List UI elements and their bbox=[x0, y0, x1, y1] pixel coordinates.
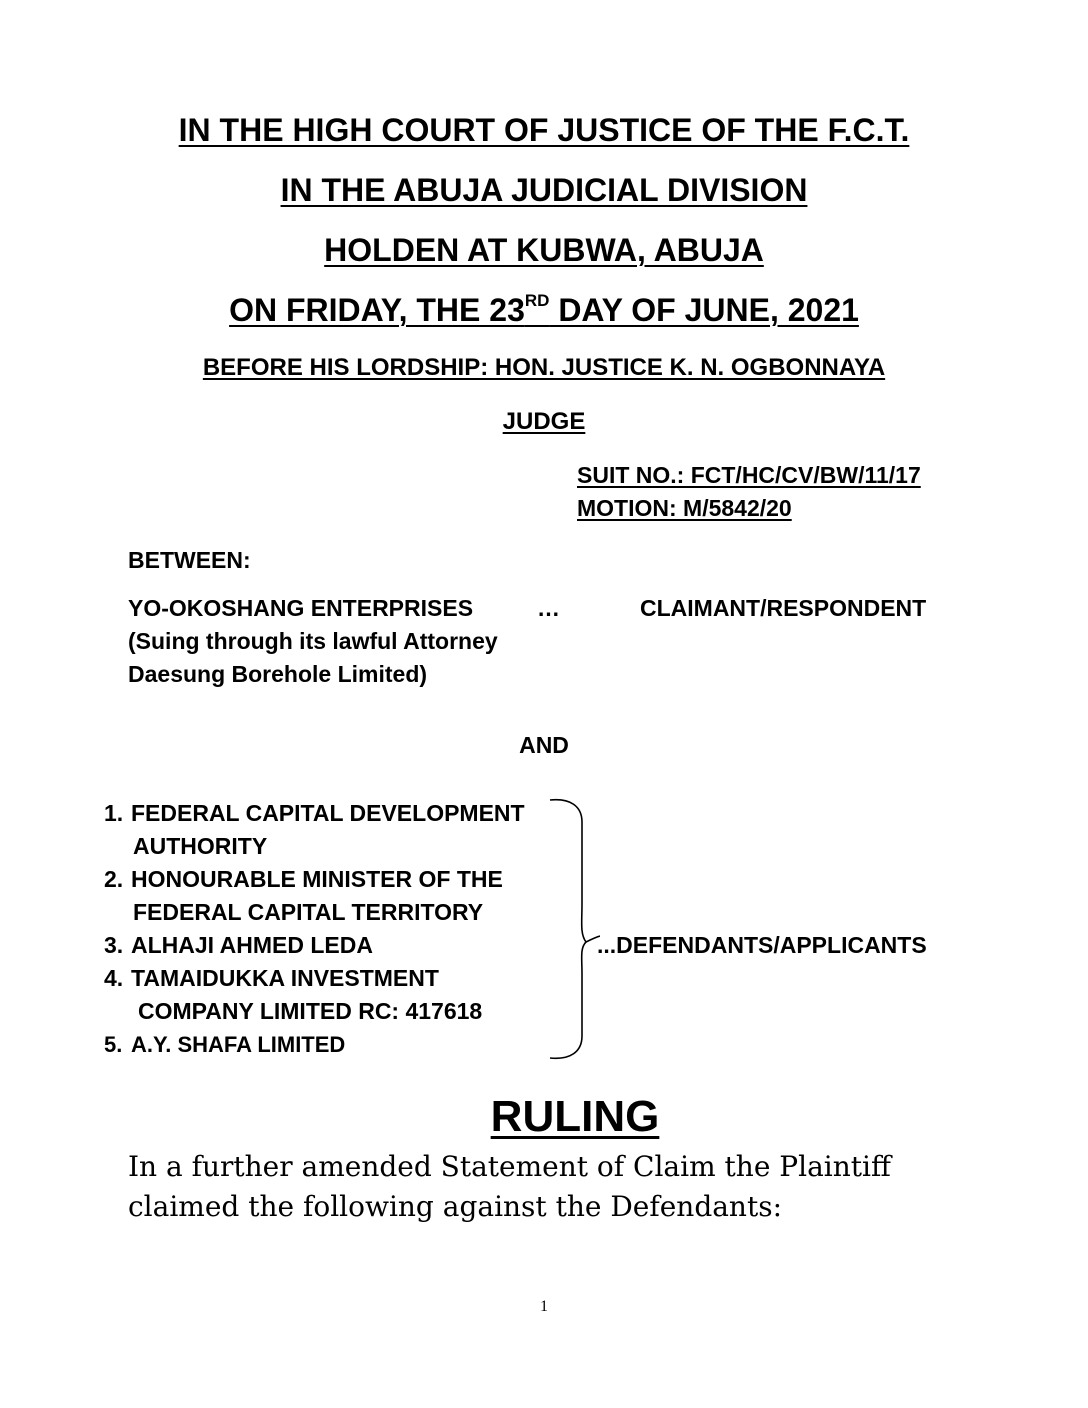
judge-label: JUDGE bbox=[502, 408, 586, 435]
defendant-3-num: 3. bbox=[104, 932, 124, 958]
court-title: IN THE HIGH COURT OF JUSTICE OF THE F.C.T. bbox=[178, 112, 910, 148]
claimant-name: YO-OKOSHANG ENTERPRISES bbox=[128, 595, 474, 621]
date-title bbox=[0, 292, 1088, 329]
claimant-role: CLAIMANT/RESPONDENT bbox=[640, 595, 927, 621]
defendant-1-line1: FEDERAL CAPITAL DEVELOPMENT bbox=[131, 800, 525, 826]
defendants-brace bbox=[540, 796, 600, 1066]
defendant-2-line1: HONOURABLE MINISTER OF THE bbox=[131, 866, 503, 892]
defendant-2-num: 2. bbox=[104, 866, 124, 892]
date-prefix: ON FRIDAY, THE 23 bbox=[229, 292, 525, 328]
date-ordinal: RD bbox=[524, 291, 550, 310]
defendant-4-num: 4. bbox=[104, 965, 124, 991]
claimant-attorney-name: Daesung Borehole Limited) bbox=[128, 661, 428, 687]
division-title: IN THE ABUJA JUDICIAL DIVISION bbox=[280, 172, 808, 208]
defendant-4-line1: TAMAIDUKKA INVESTMENT bbox=[131, 965, 439, 991]
claimant-ellipsis: … bbox=[537, 595, 560, 621]
defendant-2-line2: FEDERAL CAPITAL TERRITORY bbox=[133, 899, 484, 925]
defendant-5-num: 5. bbox=[104, 1032, 123, 1057]
motion-number: MOTION: M/5842/20 bbox=[577, 495, 792, 521]
between-label: BETWEEN: bbox=[128, 547, 251, 573]
and-label: AND bbox=[519, 732, 569, 758]
defendant-4-line2: COMPANY LIMITED RC: 417618 bbox=[138, 998, 483, 1024]
defendants-role: ...DEFENDANTS/APPLICANTS bbox=[597, 932, 927, 958]
defendant-3-line1: ALHAJI AHMED LEDA bbox=[131, 932, 373, 958]
claimant-attorney-line: (Suing through its lawful Attorney bbox=[128, 628, 498, 654]
defendant-1-num: 1. bbox=[104, 800, 124, 826]
ruling-title: RULING bbox=[490, 1092, 660, 1141]
ruling-text-line1: In a further amended Statement of Claim the Plaintiff bbox=[128, 1150, 891, 1183]
ruling-text-line2: claimed the following against the Defendants: bbox=[128, 1190, 783, 1223]
holden-title: HOLDEN AT KUBWA, ABUJA bbox=[324, 232, 764, 268]
defendant-5-line1: A.Y. SHAFA LIMITED bbox=[131, 1032, 346, 1057]
page-number: 1 bbox=[540, 1298, 548, 1315]
defendant-1-line2: AUTHORITY bbox=[133, 833, 268, 859]
suit-number: SUIT NO.: FCT/HC/CV/BW/11/17 bbox=[577, 462, 921, 488]
date-suffix: DAY OF JUNE, 2021 bbox=[549, 292, 859, 328]
before-line: BEFORE HIS LORDSHIP: HON. JUSTICE K. N. OGBONNAYA bbox=[202, 354, 886, 381]
